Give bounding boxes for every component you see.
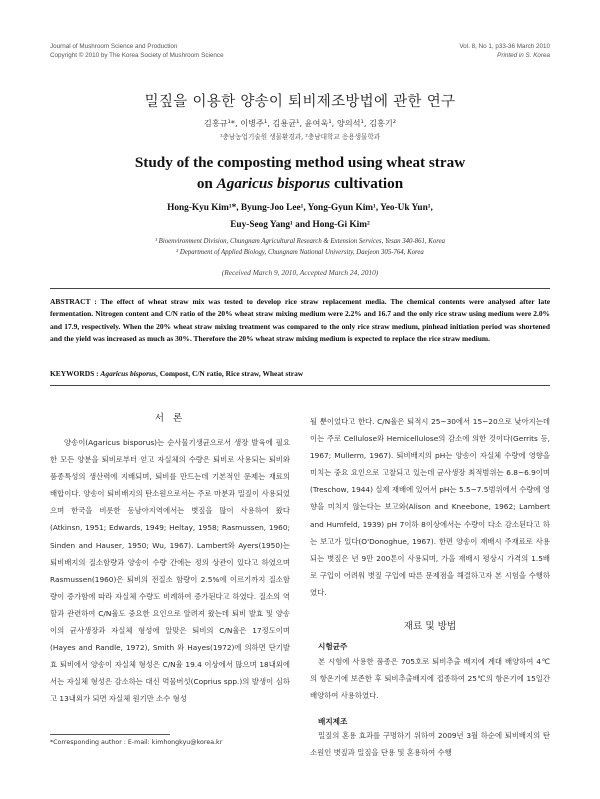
english-title bbox=[0, 152, 600, 194]
english-title-line1: Study of the composting method using wheat straw bbox=[134, 154, 466, 171]
keywords-list: , Compost, C/N ratio, Rice straw, Wheat straw bbox=[156, 369, 304, 378]
english-authors-line1: Hong-Kyu Kim¹*, Byung-Joo Lee¹, Yong-Gyun Kim¹, Yeo-Uk Yun¹, bbox=[167, 203, 433, 213]
title-prefix: on bbox=[196, 175, 217, 192]
methods-heading: 재료 및 방법 bbox=[403, 621, 457, 632]
english-affiliations bbox=[0, 236, 600, 258]
volume-line: Vol. 8, No 1, p33-36 March 2010 bbox=[459, 43, 550, 50]
affiliation-2: ² Department of Applied Biology, Chungnam National University, Daejeon 305-764, Korea bbox=[176, 249, 424, 256]
copyright-line: Copyright © 2010 by The Korea Society of Mushroom Science bbox=[50, 52, 224, 59]
intro-heading: 서 론 bbox=[154, 413, 186, 424]
korean-title: 밀짚을 이용한 양송이 퇴비제조방법에 관한 연구 bbox=[144, 94, 456, 110]
journal-name: Journal of Mushroom Science and Production bbox=[50, 43, 178, 50]
journal-header bbox=[50, 42, 224, 60]
korean-affiliations: ¹충남농업기술원 생물환경과, ²충남대학교 응용생물학과 bbox=[219, 133, 381, 141]
keywords bbox=[50, 369, 550, 378]
corresponding-author-footnote: *Corresponding author : E-mail: kimhongkyu@korea.kr bbox=[50, 739, 223, 746]
intro-paragraph-left: 양송이(Agaricus bisporus)는 순사물기생균으로서 생장 발육에 필요한 모든 양분을 퇴비로부터 얻고 자실체의 수량은 퇴비로 사용되는 퇴비와 품종특성의 생산력에 지배되며, 퇴비를 만드는데 기본적인 문제는 재료의 배합이다. 양송이 퇴비배지의 탄소원으로서는 주로 마분과 밀짚이 사용되었으며 한국을 비롯한 동남아지역에서는 볏짚을 많이 사용하여 왔다(Atkinsn, 1951; Edwards, 1949; Heltay, 1958; Rasmussen, 1960; Sinden and Hauser, 1950; Wu, 1967). Lambert와 Ayers(1950)는 퇴비배지의 질소함량과 양송이 수량 간에는 정의 상관이 있다고 하였으며 Rasmussen(1960)은 퇴비의 전질소 함량이 2.5%에 이르기까지 질소함량이 증가함에 따라 자실체 수량도 비례하여 증가된다고 하였다. 질소의 역할과 관련하여 C/N율도 중요한 요인으로 알려져 왔는데 퇴비 발효 및 양송이의 균사생장과 자실체 형성에 알맞은 퇴비의 C/N율은 17정도이며(Hayes and Randle, 1972), Smith 와 Hayes(1972)에 의하면 단기발효 퇴비에서 양송이 자실체 형성은 C/N율 19.4 이상에서 많으며 18내외에서는 자실체 형성은 감소하는 대신 먹물버섯(Coprius spp.)의 발생이 심하고 13내외가 되면 자실체 원기만 소수 형성 bbox=[50, 438, 290, 704]
strain-subheading: 시험균주 bbox=[318, 642, 348, 651]
english-authors-line2: Euy-Seog Yang¹ and Hong-Gi Kim² bbox=[230, 220, 370, 230]
intro-paragraph-right: 될 뿐이었다고 한다. C/N율은 퇴적시 25~30에서 15~20으로 낮아지는데 이는 주로 Cellulose와 Hemicellulose의 감소에 의한 것이다(Gerrits 등, 1967; Mullerm, 1967). 퇴비배지의 pH는 양송이 자실체 수량에 영향을 미치는 중요 요인으로 고찰되고 있는데 균사생장 최적범위는 6.8~6.9이며(Treschow, 1944) 실제 재배에 있어서 pH는 5.5~7.5범위에서 수량에 영향을 미치지 않는다는 보고와(Alison and Kneebone, 1962; Lambert and Humfeld, 1939) pH 7이하 8이상에서는 수량이 다소 감소된다고 하는 보고가 있다(O'Donoghue, 1967). 한편 양송이 재배시 주재료로 사용되는 볏짚은 년 9만 200톤이 사용되며, 가을 재배시 평상시 가격의 1.5배로 구입이 어려워 볏짚 구입에 따른 문제점을 해결하고자 본 시험을 수행하였다. bbox=[310, 417, 550, 597]
title-species: Agaricus bisporus bbox=[216, 175, 331, 192]
english-title-line2 bbox=[0, 173, 600, 194]
materials-paragraph: 밀짚의 혼용 효과를 구명하기 위하여 2009년 3월 하순에 퇴비배지의 탄소원인 볏짚과 밀짚을 단용 및 혼용하여 수행 bbox=[310, 731, 550, 758]
affiliation-1: ¹ Bioenvironment Division, Chungnam Agricultural Research & Extension Services, Yesan 340-861, Korea bbox=[154, 238, 446, 245]
divider-bottom bbox=[50, 385, 550, 386]
received-dates: (Received March 9, 2010, Accepted March 24, 2010) bbox=[221, 268, 379, 277]
title-suffix: cultivation bbox=[330, 175, 404, 192]
intro-column-right bbox=[310, 413, 550, 601]
abstract: ABSTRACT : The effect of wheat straw mix was tested to develop rice straw replacement media. The chemical contents were analysed after late fermentation. Nitrogen content and C/N ratio of the 20% wheat straw mixing medium were 2.2% and 16.7 and the only rice straw using medium were 2.0% and 17.9, respectively. When the 20% wheat straw mixing treatment was compared to the only rice straw medium, pinhead initiation period was shortened and the yield was increased as much as 30%. Therefore the 20% wheat straw mixing medium is expected to replace the rice straw medium. bbox=[50, 297, 550, 344]
materials-column bbox=[310, 727, 550, 761]
intro-column-left bbox=[50, 434, 290, 708]
issue-header bbox=[459, 42, 550, 60]
keywords-species: Agaricus bisporus bbox=[100, 369, 157, 378]
korean-authors: 김홍규¹*, 이병주¹, 김용균¹, 윤여욱¹, 양의석¹, 김홍기² bbox=[203, 118, 397, 128]
strain-paragraph: 본 시험에 사용한 품종은 705호로 퇴비추출 배지에 계대 배양하여 4℃의 항온기에 보존한 후 퇴비추출배지에 접종하여 25℃의 항온기에 15일간 배양하여 사용하였다. bbox=[310, 657, 550, 701]
english-authors bbox=[0, 200, 600, 234]
keywords-label: KEYWORDS : bbox=[50, 369, 101, 378]
materials-subheading: 배지제조 bbox=[318, 717, 348, 726]
footnote-divider bbox=[50, 734, 170, 735]
printed-line: Printed in S. Korea bbox=[497, 52, 550, 59]
divider-top bbox=[50, 288, 550, 289]
strain-column bbox=[310, 653, 550, 704]
